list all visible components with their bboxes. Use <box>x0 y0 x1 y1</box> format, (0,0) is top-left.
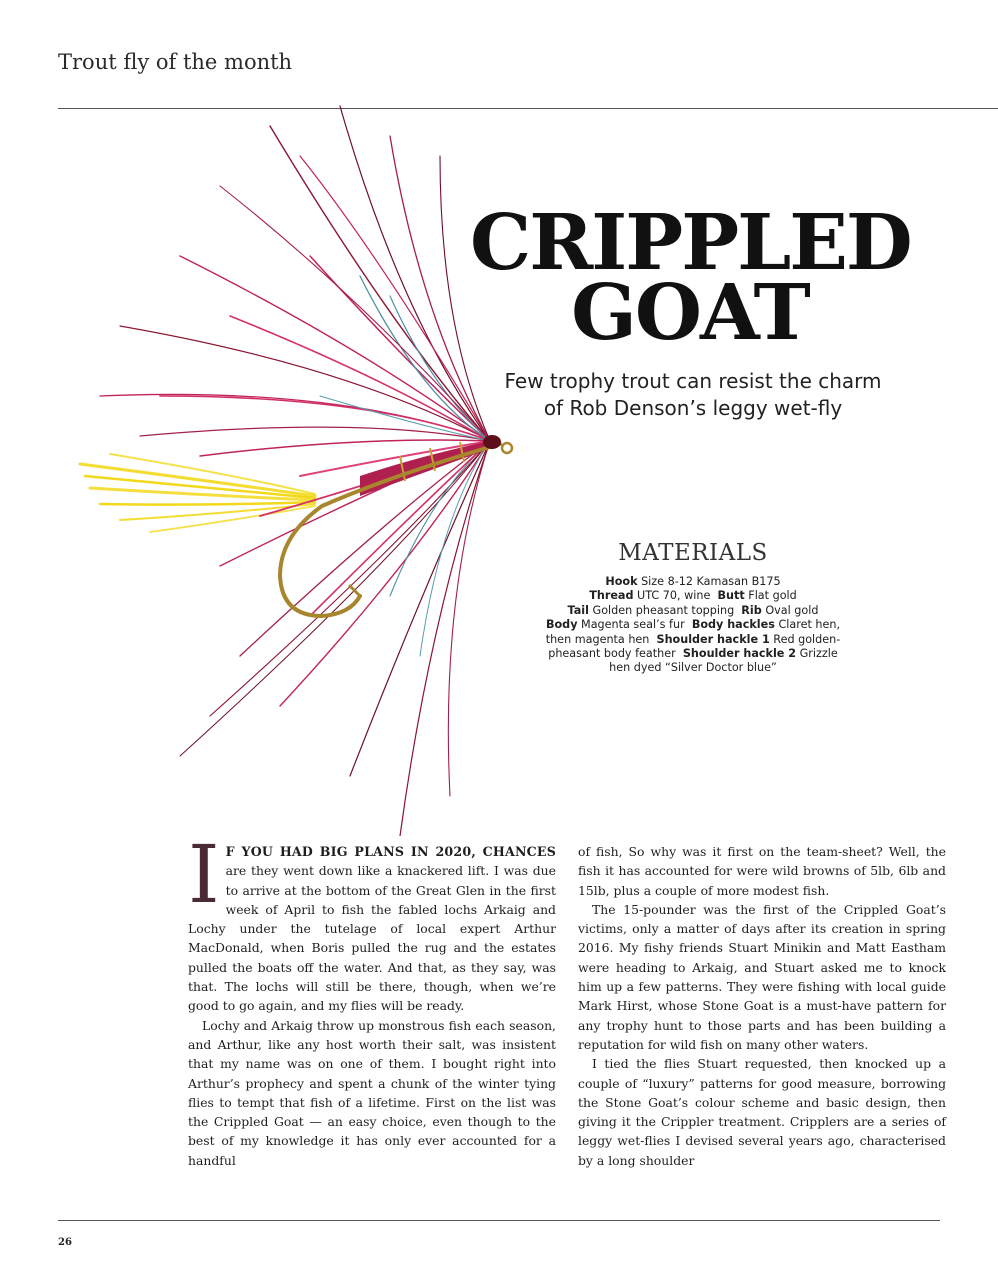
material-label: Thread <box>589 589 634 603</box>
headline <box>470 198 911 358</box>
headline-line-1: CRIPPLED <box>470 198 911 288</box>
material-label: Butt <box>717 589 745 603</box>
material-label: Tail <box>567 603 589 617</box>
materials-list <box>540 575 846 676</box>
material-value: Golden pheasant topping <box>592 603 735 617</box>
standfirst-line-2: of Rob Denson’s leggy wet-fly <box>543 396 843 420</box>
material-label: Shoulder hackle 2 <box>682 647 797 661</box>
material-value: Red golden-pheasant body feather <box>548 632 841 661</box>
drop-cap: I <box>188 828 220 921</box>
material-label: Body hackles <box>691 618 775 632</box>
fly-photo <box>60 96 540 836</box>
material-label: Shoulder hackle 1 <box>656 632 770 646</box>
standfirst-line-1: Few trophy trout can resist the charm <box>504 369 882 393</box>
headline-line-2: GOAT <box>571 268 809 358</box>
bottom-divider <box>58 1220 940 1221</box>
material-value: Size 8-12 Kamasan B175 <box>641 575 781 588</box>
page-number: 26 <box>58 1237 72 1248</box>
lead-in-caps: F YOU HAD BIG PLANS IN 2020, CHANCES <box>225 844 556 859</box>
material-label: Hook <box>605 575 638 588</box>
body-paragraph: Lochy and Arkaig throw up monstrous fish each season, and Arthur, like any host worth their salt, was insistent that my name was on one of them. I bought right into Arthur’s prophecy and spent a chunk of the winter tying flies to tempt that fish of a lifetime. First on the list was the Crippled Goat — an easy choice, even though to the best of my knowledge it has only ever accounted for a handful <box>188 1017 556 1168</box>
material-value: Magenta seal’s fur <box>581 618 685 632</box>
material-value: Flat gold <box>748 589 797 603</box>
body-paragraph: of fish, So why was it first on the team-sheet? Well, the fish it has accounted for were wild browns of 5lb, 6lb and 15lb, plus a couple of more modest fish. <box>578 844 946 898</box>
standfirst <box>470 368 916 422</box>
materials-title: MATERIALS <box>618 540 768 566</box>
material-label: Rib <box>741 603 762 617</box>
material-value: Oval gold <box>765 603 819 617</box>
material-value: Grizzle hen dyed “Silver Doctor blue” <box>609 647 838 675</box>
material-value: Claret hen, then magenta hen <box>545 618 841 646</box>
body-column-left <box>188 828 556 1170</box>
tail-topping <box>80 454 315 532</box>
hackle-fibers <box>100 106 490 836</box>
body-column-right <box>578 842 946 1170</box>
material-value: UTC 70, wine <box>637 589 711 603</box>
body-paragraph <box>188 828 556 1016</box>
body-paragraph: I tied the flies Stuart requested, then knocked up a couple of “luxury” patterns for good measure, borrowing the Stone Goat’s colour scheme and basic design, then giving it the Crippler treatment. Cripplers are a series of leggy wet-flies I devised several years ago, characterised by a long shoulder <box>578 1056 946 1168</box>
body-paragraph: The 15-pounder was the first of the Crippled Goat’s victims, only a matter of days after its creation in spring 2016. My fishy friends Stuart Minikin and Matt Eastham were heading to Arkaig, and Stuart asked me to knock him up a few patterns. They were fishing with local guide Mark Hirst, whose Stone Goat is a must-have pattern for any trophy hunt to those parts and has been building a reputation for wild fish on many other waters. <box>578 901 946 1052</box>
paragraph-text: are they went down like a knackered lift. I was due to arrive at the bottom of the Great Glen in the first week of April to fish the fabled lochs Arkaig and Lochy under the tutelage of local expert Arthur MacDonald, when Boris pulled the rug and the estates pulled the boats off the water. And that, as they say, was that. The lochs will still be there, though, when we’re good to go again, and my flies will be ready. <box>188 863 556 1014</box>
material-label: Body <box>545 618 578 632</box>
section-title: Trout fly of the month <box>58 50 293 74</box>
